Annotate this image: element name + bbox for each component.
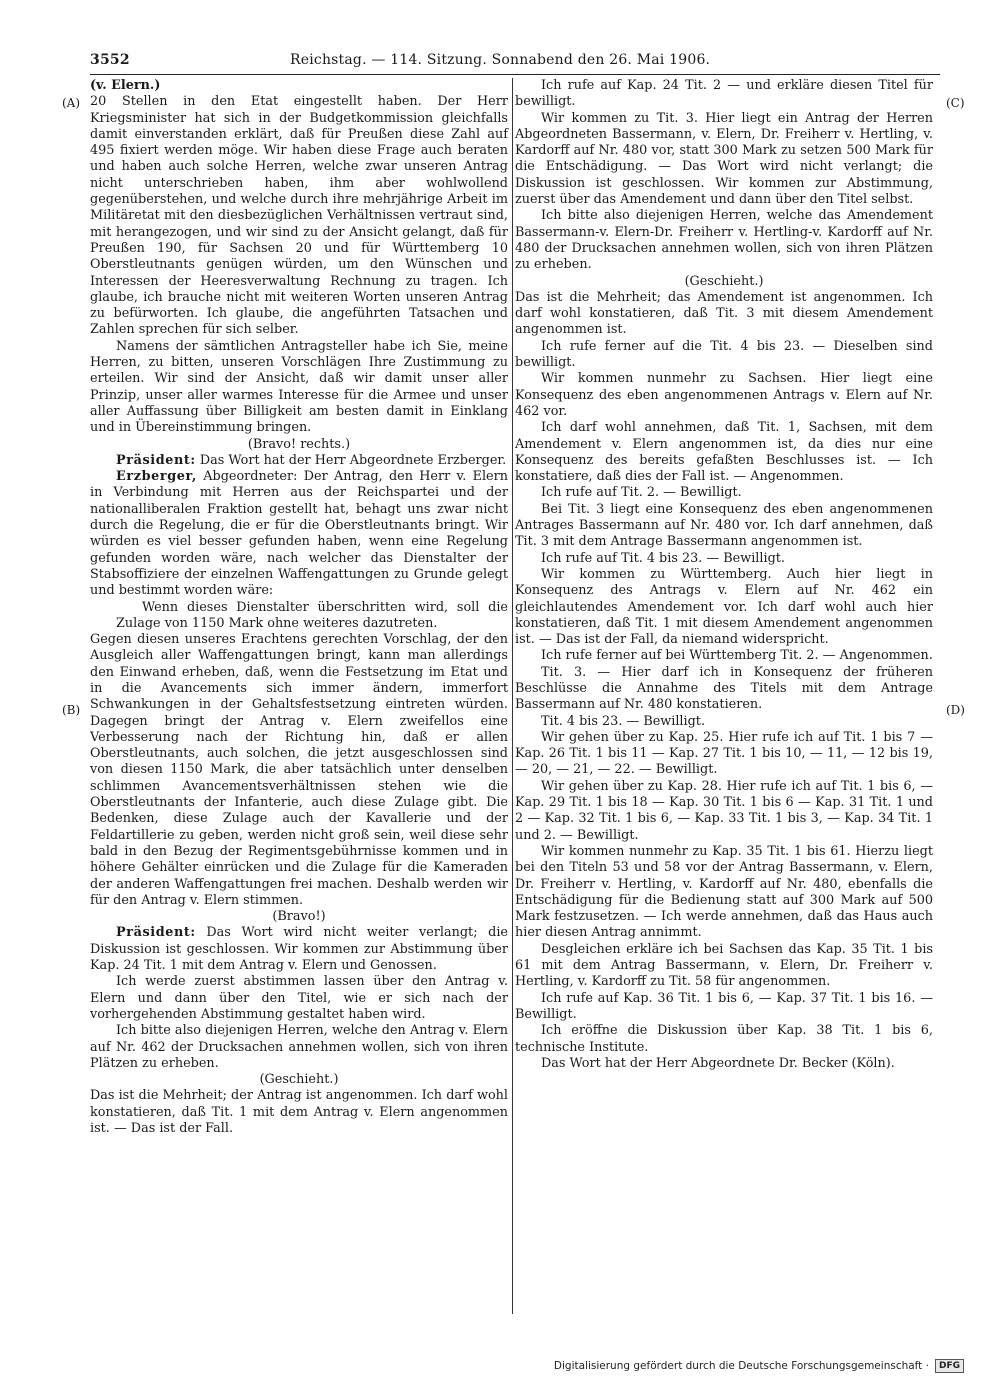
- paragraph: Wir kommen nunmehr zu Kap. 35 Tit. 1 bis 61. Hierzu liegt bei den Titeln 53 und 58 vor der Antrag Bassermann, v. Elern, Dr. Freiherr v. Hertling, v. Kardorff auf Nr. 480, ebenfalls die Entschädigung für die Bedienung statt auf 300 Mark auf 500 Mark festzusetzen. — Ich werde annehmen, daß das Haus auch hier diesen Antrag annimmt.: [515, 843, 933, 941]
- paragraph: Ich darf wohl annehmen, daß Tit. 1, Sachsen, mit dem Amendement v. Elern angenommen ist, da dies nur eine Konsequenz des bereits gefaßten Beschlusses ist. — Ich konstatiere, daß dies der Fall ist. — Angenommen.: [515, 420, 933, 485]
- header-rule: [90, 74, 940, 75]
- paragraph: Tit. 4 bis 23. — Bewilligt.: [541, 713, 706, 729]
- speaker-name: Präsident:: [116, 452, 196, 468]
- paragraph: Ich rufe auf Tit. 2. — Bewilligt.: [541, 485, 742, 501]
- paragraph: Wir gehen über zu Kap. 25. Hier rufe ich auf Tit. 1 bis 7 — Kap. 26 Tit. 1 bis 11 — Kap. 27 Tit. 1 bis 10, — 11, — 12 bis 19, — 20, — 21, — 22. — Bewilligt.: [515, 729, 933, 778]
- running-head-title: Reichstag. — 114. Sitzung. Sonnabend den 26. Mai 1906.: [290, 52, 711, 68]
- paragraph: Das ist die Mehrheit; der Antrag ist angenommen. Ich darf wohl konstatieren, daß Tit. 1 mit dem Antrag v. Elern angenommen ist. — Das ist der Fall.: [90, 1088, 508, 1136]
- interjection: (Bravo! rechts.): [247, 436, 351, 452]
- interjection: (Geschieht.): [684, 273, 764, 289]
- paragraph: Gegen diesen unseres Erachtens gerechten Vorschlag, der den Ausgleich aller Waffengattungen bringt, kann man allerdings den Einwand erheben, daß, wenn die Festsetzung im Etat und in die Avancements sich immer ändern, immerfort Schwankungen in der Gehaltsfestsetzung eintreten würden. Dagegen bringt der Antrag v. Elern zweifellos eine Verbesserung nach der Richtung hin, daß er allen Oberstleutnants, auch solchen, die jetzt ausgeschlossen sind von diesen 1150 Mark, die aber tatsächlich unter denselben schlimmen Avancementsverhältnissen stehen wie die Oberstleutnants der Infanterie, auch diese Zulage gibt. Die Bedenken, diese Zulage auch der Kavallerie und der Feldartillerie zu geben, werden nicht groß sein, weil diese sehr bald in den Bezug der Regimentsgebührnisse kommen und in höhere Gehälter einrücken und die Zulage für die Kameraden der anderen Waffengattungen frei machen. Deshalb werden wir für den Antrag v. Elern stimmen.: [90, 632, 508, 908]
- speaker-paragraph: Präsident: Das Wort hat der Herr Abgeordnete Erzberger.: [116, 452, 507, 468]
- margin-marker-a: (A): [62, 96, 81, 110]
- margin-marker-c: (C): [946, 96, 965, 110]
- paragraph: Ich werde zuerst abstimmen lassen über den Antrag v. Elern und dann über den Titel, wie er sich nach der vorhergehenden Abstimmung gestaltet haben wird.: [90, 974, 508, 1022]
- speaker-paragraph: Erzberger, Abgeordneter: Der Antrag, den Herr v. Elern in Verbindung mit Herren aus der Reichspartei und der nationalliberalen Fraktion gestellt hat, behagt uns zwar nicht durch die Regelung, die er für die Oberstleutnants bringt. Wir würden es viel besser gefunden haben, wenn eine Regelung gefunden worden wäre, nach welcher das Dienstalter der Stabsoffiziere der einzelnen Waffengattungen zu Grunde gelegt und bestimmt worden wäre:: [90, 469, 508, 599]
- paragraph: Tit. 3. — Hier darf ich in Konsequenz der früheren Beschlüsse die Annahme des Titels mit dem Antrage Bassermann auf Nr. 480 konstatieren.: [515, 664, 933, 713]
- footer-text: Digitalisierung gefördert durch die Deutsche Forschungsgemeinschaft ·: [553, 1360, 929, 1372]
- paragraph: Desgleichen erkläre ich bei Sachsen das Kap. 35 Tit. 1 bis 61 mit dem Antrag Bassermann, v. Elern, Dr. Freiherr v. Hertling, v. Kardorff zu Tit. 58 für angenommen.: [515, 941, 933, 990]
- paragraph: Wir gehen über zu Kap. 28. Hier rufe ich auf Tit. 1 bis 6, — Kap. 29 Tit. 1 bis 18 — Kap. 30 Tit. 1 bis 6 — Kap. 31 Tit. 1 und 2 — Kap. 32 Tit. 1 bis 6, — Kap. 33 Tit. 1 bis 3, — Kap. 34 Tit. 1 und 2. — Bewilligt.: [515, 778, 933, 843]
- margin-marker-d: (D): [946, 703, 965, 717]
- margin-marker-b: (B): [62, 703, 81, 717]
- paragraph: Ich eröffne die Diskussion über Kap. 38 Tit. 1 bis 6, technische Institute.: [515, 1023, 933, 1055]
- speaker-name: Erzberger,: [116, 469, 197, 485]
- interjection: (Bravo!): [272, 909, 326, 925]
- right-column: [515, 78, 933, 1072]
- paragraph: Ich rufe auf Tit. 4 bis 23. — Bewilligt.: [541, 550, 785, 566]
- speaker-name: Präsident:: [116, 925, 196, 941]
- paragraph: 20 Stellen in den Etat eingestellt haben. Der Herr Kriegsminister hat sich in der Budgetkommission gleichfalls damit einverstanden erklärt, daß für Preußen diese Zahl auf 495 fixiert werden möge. Wir haben diese Frage auch beraten und haben auch solche Herren, welche zwar unseren Antrag nicht unterschrieben haben, ihm aber wohlwollend gegenüberstehen, und welche durch ihre mehrjährige Arbeit im Militäretat mit den diesbezüglichen Verhältnissen vertraut sind, mit herangezogen, und wir sind zu der Ansicht gelangt, daß für Preußen 190, für Sachsen 20 und für Württemberg 10 Oberstleutnants genügen würden, um den Wünschen und Interessen der Heeresverwaltung Rechnung zu tragen. Ich glaube, ich brauche nicht mit weiteren Worten unseren Antrag zu befürworten. Ich glaube, die angeführten Tatsachen und Zahlen sprechen für sich selber.: [90, 94, 508, 338]
- digitization-footer: [554, 1356, 964, 1376]
- paragraph: Namens der sämtlichen Antragsteller habe ich Sie, meine Herren, zu bitten, unseren Vorschlägen Ihre Zustimmung zu erteilen. Wir sind der Ansicht, daß wir damit unser aller Prinzip, unser aller warmes Interesse für die Armee und unser aller Auffassung über Billigkeit am besten damit in Einklang und in Übereinstimmung bringen.: [90, 338, 508, 436]
- speaker-paragraph: Präsident: Das Wort wird nicht weiter verlangt; die Diskussion ist geschlossen. Wir kommen zur Abstimmung über Kap. 24 Tit. 1 mit dem Antrag v. Elern und Genossen.: [90, 925, 508, 974]
- paragraph: Wir kommen zu Württemberg. Auch hier liegt in Konsequenz des Antrags v. Elern auf Nr. 462 ein gleichlautendes Amendement vor. Ich darf wohl auch hier konstatieren, daß Tit. 1 mit diesem Amendement angenommen ist. — Das ist der Fall, da niemand widerspricht.: [515, 566, 933, 648]
- paragraph: Ich rufe ferner auf die Tit. 4 bis 23. — Dieselben sind bewilligt.: [515, 338, 933, 371]
- paragraph: Das Wort hat der Herr Abgeordnete Dr. Becker (Köln).: [541, 1055, 895, 1071]
- paragraph: Ich rufe auf Kap. 36 Tit. 1 bis 6, — Kap. 37 Tit. 1 bis 16. — Bewilligt.: [515, 990, 933, 1022]
- column-divider: [512, 78, 513, 1314]
- page-number: 3552: [90, 52, 130, 68]
- interjection: (Geschieht.): [259, 1072, 339, 1088]
- paragraph: Wir kommen nunmehr zu Sachsen. Hier liegt eine Konsequenz des eben angenommenen Antrags v. Elern auf Nr. 462 vor.: [515, 371, 933, 419]
- quoted-paragraph: Wenn dieses Dienstalter überschritten wird, soll die Zulage von 1150 Mark ohne weiteres dazutreten.: [116, 599, 508, 631]
- paragraph: Ich bitte also diejenigen Herren, welche das Amendement Bassermann-v. Elern-Dr. Freiherr v. Hertling-v. Kardorff auf Nr. 480 der Drucksachen annehmen wollen, sich von ihren Plätzen zu erheben.: [515, 208, 933, 273]
- left-column: [90, 78, 508, 1137]
- paragraph: Ich bitte also diejenigen Herren, welche den Antrag v. Elern auf Nr. 462 der Drucksachen annehmen wollen, sich von ihren Plätzen zu erheben.: [90, 1023, 508, 1071]
- running-header: [90, 50, 940, 72]
- dfg-logo: DFG: [935, 1359, 964, 1373]
- paragraph: Ich rufe auf Kap. 24 Tit. 2 — und erkläre diesen Titel für bewilligt.: [515, 78, 933, 110]
- paragraph: Ich rufe ferner auf bei Württemberg Tit. 2. — Angenommen.: [541, 648, 933, 664]
- paragraph: Bei Tit. 3 liegt eine Konsequenz des eben angenommenen Antrages Bassermann auf Nr. 480 vor. Ich darf annehmen, daß Tit. 3 mit dem Antrage Bassermann angenommen ist.: [515, 501, 933, 550]
- speaker-tag: (v. Elern.): [90, 78, 161, 93]
- paragraph: Das ist die Mehrheit; das Amendement ist angenommen. Ich darf wohl konstatieren, daß Tit. 3 mit diesem Amendement angenommen ist.: [515, 289, 933, 338]
- paragraph: Wir kommen zu Tit. 3. Hier liegt ein Antrag der Herren Abgeordneten Bassermann, v. Elern, Dr. Freiherr v. Hertling, v. Kardorff auf Nr. 480 vor, statt 300 Mark zu setzen 500 Mark für die Entschädigung. — Das Wort wird nicht verlangt; die Diskussion ist geschlossen. Wir kommen zur Abstimmung, zuerst über das Amendement und dann über den Titel selbst.: [515, 110, 933, 208]
